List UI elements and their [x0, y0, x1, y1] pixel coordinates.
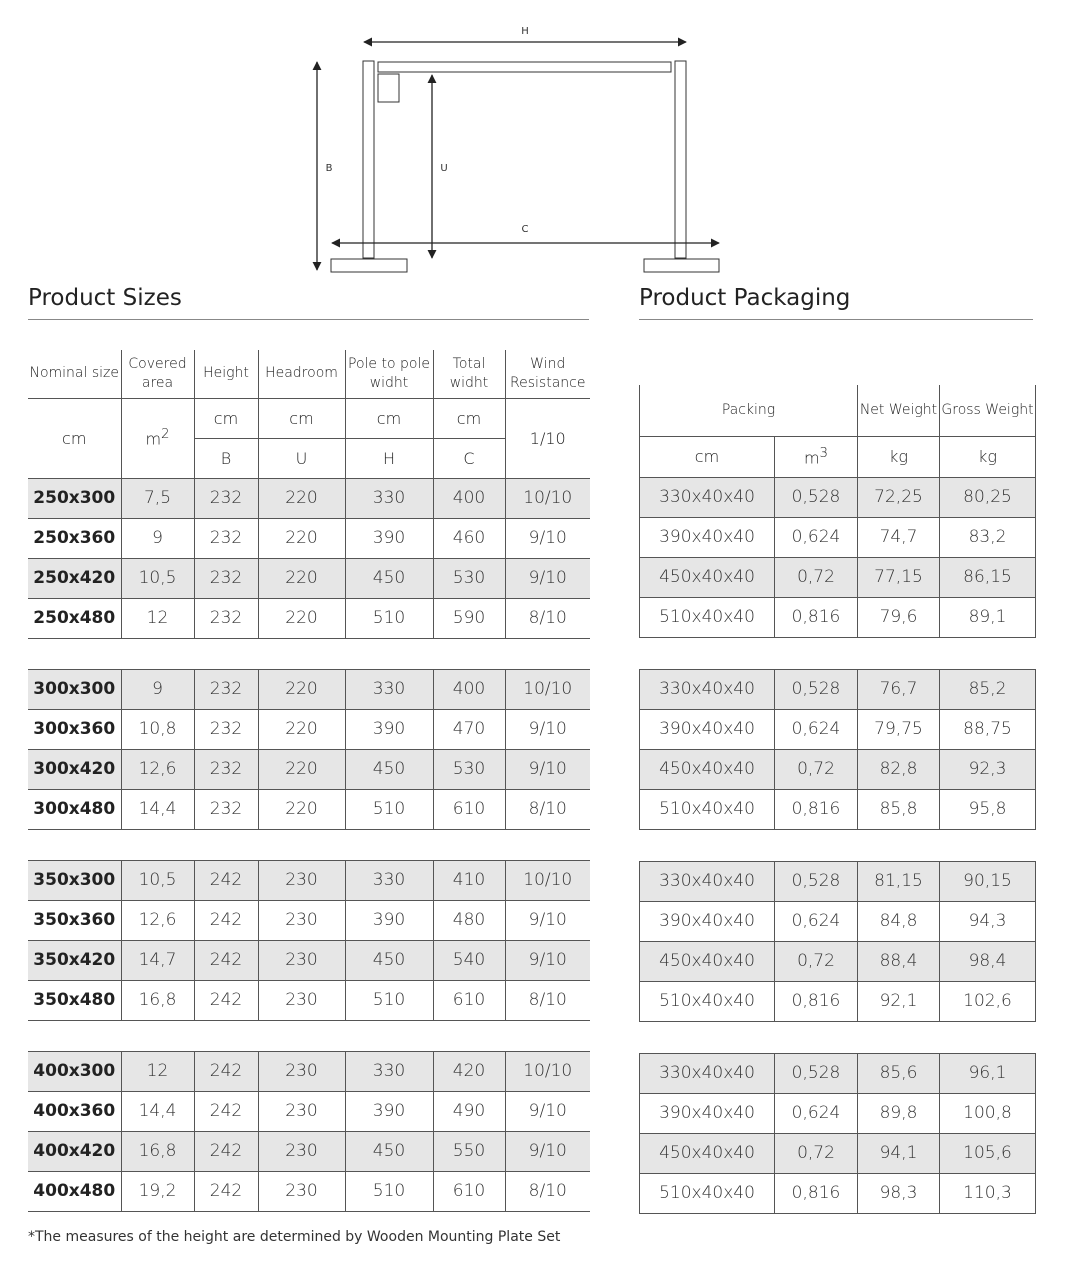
size-cell: 8/10: [505, 598, 590, 638]
size-cell: 450: [345, 1131, 433, 1171]
pack-cell: 0,72: [775, 557, 858, 597]
pack-row: [640, 861, 1036, 901]
c-label: C: [521, 224, 529, 235]
unit-pole: cm: [345, 398, 433, 438]
unit-wind: 1/10: [505, 398, 590, 478]
size-cell: 400: [433, 478, 505, 518]
size-cell: 242: [194, 1091, 258, 1131]
size-cell: 220: [258, 558, 345, 598]
size-row: [28, 1131, 590, 1171]
pack-cell: 0,528: [775, 861, 858, 901]
size-cell: 9/10: [505, 518, 590, 558]
size-cell: 400x480: [28, 1171, 121, 1211]
pack-row: [640, 901, 1036, 941]
pack-cell: 0,528: [775, 669, 858, 709]
size-row: [28, 980, 590, 1020]
size-cell: 530: [433, 749, 505, 789]
size-cell: 12: [121, 598, 194, 638]
pack-cell: 330x40x40: [640, 477, 775, 517]
size-row: [28, 478, 590, 518]
size-cell: 220: [258, 789, 345, 829]
pack-row: [640, 749, 1036, 789]
size-cell: 242: [194, 940, 258, 980]
size-cell: 530: [433, 558, 505, 598]
size-cell: 9: [121, 518, 194, 558]
header-gross-weight: Gross Weight: [940, 385, 1036, 436]
size-cell: 400: [433, 669, 505, 709]
size-cell: 350x300: [28, 860, 121, 900]
size-cell: 550: [433, 1131, 505, 1171]
size-cell: 220: [258, 709, 345, 749]
size-cell: 10/10: [505, 478, 590, 518]
pack-cell: 390x40x40: [640, 901, 775, 941]
size-cell: 9/10: [505, 1091, 590, 1131]
size-cell: 230: [258, 1171, 345, 1211]
size-cell: 232: [194, 669, 258, 709]
size-row: [28, 1091, 590, 1131]
u-label: U: [440, 163, 448, 174]
size-cell: 12: [121, 1051, 194, 1091]
pack-cell: 450x40x40: [640, 1133, 775, 1173]
pack-cell: 80,25: [940, 477, 1036, 517]
header-packing: Packing: [640, 385, 858, 436]
size-cell: 232: [194, 598, 258, 638]
pack-cell: 88,4: [858, 941, 940, 981]
pack-cell: 90,15: [940, 861, 1036, 901]
size-cell: 10/10: [505, 860, 590, 900]
size-cell: 350x480: [28, 980, 121, 1020]
size-cell: 8/10: [505, 1171, 590, 1211]
size-row: [28, 860, 590, 900]
pack-cell: 510x40x40: [640, 981, 775, 1021]
size-cell: 390: [345, 518, 433, 558]
dimension-diagram: [0, 0, 1076, 280]
size-cell: 12,6: [121, 900, 194, 940]
pack-cell: 105,6: [940, 1133, 1036, 1173]
size-cell: 10,8: [121, 709, 194, 749]
pack-group-gap: [640, 829, 1036, 861]
pack-cell: 98,3: [858, 1173, 940, 1213]
size-cell: 300x480: [28, 789, 121, 829]
pack-cell: 330x40x40: [640, 1053, 775, 1093]
size-row: [28, 669, 590, 709]
size-group-gap: [28, 638, 590, 669]
size-cell: 230: [258, 860, 345, 900]
size-group-gap: [28, 1020, 590, 1051]
right-base: [644, 259, 719, 272]
size-cell: 230: [258, 900, 345, 940]
pack-row: [640, 597, 1036, 637]
size-cell: 9/10: [505, 709, 590, 749]
h-label: H: [521, 26, 529, 37]
unit-area-base: m: [145, 429, 162, 449]
size-cell: 400x360: [28, 1091, 121, 1131]
header-height: Height: [194, 350, 258, 398]
pack-row: [640, 669, 1036, 709]
pack-cell: 330x40x40: [640, 669, 775, 709]
header-covered-area: Covered area: [121, 350, 194, 398]
pack-cell: 110,3: [940, 1173, 1036, 1213]
size-cell: 590: [433, 598, 505, 638]
unit-net-kg: kg: [858, 436, 940, 477]
pack-cell: 98,4: [940, 941, 1036, 981]
size-cell: 540: [433, 940, 505, 980]
code-c: C: [433, 438, 505, 478]
unit-packing-cm: cm: [640, 436, 775, 477]
pack-row: [640, 941, 1036, 981]
size-cell: 480: [433, 900, 505, 940]
size-cell: 390: [345, 709, 433, 749]
size-cell: 350x360: [28, 900, 121, 940]
sizes-table: [28, 350, 590, 1212]
unit-gross-kg: kg: [940, 436, 1036, 477]
size-cell: 460: [433, 518, 505, 558]
pack-row: [640, 709, 1036, 749]
size-cell: 230: [258, 940, 345, 980]
size-row: [28, 900, 590, 940]
size-cell: 232: [194, 558, 258, 598]
pack-cell: 0,624: [775, 1093, 858, 1133]
header-wind-resistance: Wind Resistance: [505, 350, 590, 398]
pack-cell: 76,7: [858, 669, 940, 709]
footnote: *The measures of the height are determined by Wooden Mounting Plate Set: [28, 1229, 561, 1245]
size-cell: 450: [345, 749, 433, 789]
pack-cell: 96,1: [940, 1053, 1036, 1093]
size-cell: 9: [121, 669, 194, 709]
pack-cell: 89,8: [858, 1093, 940, 1133]
pack-cell: 92,1: [858, 981, 940, 1021]
pack-cell: 0,624: [775, 901, 858, 941]
pack-cell: 390x40x40: [640, 517, 775, 557]
size-cell: 9/10: [505, 940, 590, 980]
pack-cell: 79,75: [858, 709, 940, 749]
size-cell: 510: [345, 598, 433, 638]
size-cell: 300x360: [28, 709, 121, 749]
unit-nominal: cm: [28, 398, 121, 478]
pack-cell: 88,75: [940, 709, 1036, 749]
left-post: [363, 61, 374, 258]
pack-cell: 83,2: [940, 517, 1036, 557]
size-cell: 610: [433, 1171, 505, 1211]
code-h: H: [345, 438, 433, 478]
header-headroom: Headroom: [258, 350, 345, 398]
pack-cell: 86,15: [940, 557, 1036, 597]
pack-cell: 85,8: [858, 789, 940, 829]
size-cell: 9/10: [505, 900, 590, 940]
pack-row: [640, 1133, 1036, 1173]
size-cell: 242: [194, 1171, 258, 1211]
size-cell: 14,4: [121, 789, 194, 829]
header-net-weight: Net Weight: [858, 385, 940, 436]
header-total-width: Total widht: [433, 350, 505, 398]
size-cell: 9/10: [505, 558, 590, 598]
size-cell: 220: [258, 518, 345, 558]
size-cell: 8/10: [505, 980, 590, 1020]
size-row: [28, 789, 590, 829]
size-row: [28, 558, 590, 598]
size-cell: 610: [433, 980, 505, 1020]
unit-volume-base: m: [803, 448, 820, 468]
pack-cell: 390x40x40: [640, 709, 775, 749]
pack-cell: 85,2: [940, 669, 1036, 709]
pack-cell: 510x40x40: [640, 1173, 775, 1213]
size-cell: 400x420: [28, 1131, 121, 1171]
pack-row: [640, 1093, 1036, 1133]
size-cell: 450: [345, 940, 433, 980]
size-cell: 220: [258, 749, 345, 789]
pack-cell: 0,528: [775, 477, 858, 517]
pack-cell: 0,528: [775, 1053, 858, 1093]
size-cell: 250x360: [28, 518, 121, 558]
size-cell: 14,7: [121, 940, 194, 980]
pack-row: [640, 789, 1036, 829]
size-cell: 242: [194, 860, 258, 900]
pack-cell: 390x40x40: [640, 1093, 775, 1133]
pack-cell: 0,72: [775, 941, 858, 981]
pack-cell: 89,1: [940, 597, 1036, 637]
size-cell: 242: [194, 900, 258, 940]
pack-cell: 94,3: [940, 901, 1036, 941]
unit-area-sup: 2: [161, 427, 170, 443]
size-cell: 12,6: [121, 749, 194, 789]
pack-cell: 77,15: [858, 557, 940, 597]
code-u: U: [258, 438, 345, 478]
pack-row: [640, 981, 1036, 1021]
pack-cell: 0,816: [775, 1173, 858, 1213]
size-cell: 410: [433, 860, 505, 900]
size-cell: 10,5: [121, 558, 194, 598]
size-cell: 232: [194, 478, 258, 518]
unit-headroom: cm: [258, 398, 345, 438]
pack-cell: 82,8: [858, 749, 940, 789]
size-cell: 470: [433, 709, 505, 749]
size-cell: 610: [433, 789, 505, 829]
size-cell: 230: [258, 1051, 345, 1091]
pack-cell: 0,816: [775, 981, 858, 1021]
size-cell: 330: [345, 478, 433, 518]
unit-height: cm: [194, 398, 258, 438]
pack-cell: 510x40x40: [640, 597, 775, 637]
pack-cell: 450x40x40: [640, 941, 775, 981]
size-cell: 232: [194, 709, 258, 749]
pack-cell: 100,8: [940, 1093, 1036, 1133]
size-cell: 232: [194, 789, 258, 829]
size-cell: 400x300: [28, 1051, 121, 1091]
size-cell: 390: [345, 900, 433, 940]
pack-row: [640, 477, 1036, 517]
pack-cell: 0,72: [775, 749, 858, 789]
size-cell: 8/10: [505, 789, 590, 829]
pack-cell: 81,15: [858, 861, 940, 901]
size-row: [28, 1051, 590, 1091]
pack-cell: 94,1: [858, 1133, 940, 1173]
size-cell: 330: [345, 669, 433, 709]
size-cell: 14,4: [121, 1091, 194, 1131]
size-row: [28, 598, 590, 638]
size-cell: 300x300: [28, 669, 121, 709]
size-cell: 250x300: [28, 478, 121, 518]
pack-cell: 450x40x40: [640, 749, 775, 789]
size-cell: 230: [258, 1091, 345, 1131]
size-row: [28, 940, 590, 980]
pack-cell: 85,6: [858, 1053, 940, 1093]
pack-cell: 95,8: [940, 789, 1036, 829]
pack-row: [640, 1053, 1036, 1093]
size-cell: 300x420: [28, 749, 121, 789]
sizes-title: Product Sizes: [28, 285, 182, 311]
pack-row: [640, 1173, 1036, 1213]
pack-row: [640, 557, 1036, 597]
size-row: [28, 749, 590, 789]
pack-group-gap: [640, 637, 1036, 669]
pack-cell: 74,7: [858, 517, 940, 557]
code-b: B: [194, 438, 258, 478]
pack-cell: 72,25: [858, 477, 940, 517]
packaging-title-rule: [639, 319, 1033, 320]
size-cell: 9/10: [505, 749, 590, 789]
size-cell: 242: [194, 1131, 258, 1171]
size-cell: 232: [194, 749, 258, 789]
size-cell: 250x480: [28, 598, 121, 638]
pack-cell: 84,8: [858, 901, 940, 941]
pack-row: [640, 517, 1036, 557]
pack-cell: 0,72: [775, 1133, 858, 1173]
top-beam: [378, 62, 671, 72]
packaging-table: [639, 385, 1036, 1214]
size-cell: 232: [194, 518, 258, 558]
size-cell: 10,5: [121, 860, 194, 900]
size-cell: 490: [433, 1091, 505, 1131]
pack-cell: 450x40x40: [640, 557, 775, 597]
size-row: [28, 518, 590, 558]
size-group-gap: [28, 829, 590, 860]
unit-area: [121, 398, 194, 478]
size-cell: 330: [345, 1051, 433, 1091]
pack-cell: 102,6: [940, 981, 1036, 1021]
pack-cell: 0,624: [775, 709, 858, 749]
pack-group-gap: [640, 1021, 1036, 1053]
size-cell: 16,8: [121, 1131, 194, 1171]
size-cell: 510: [345, 980, 433, 1020]
sizes-title-rule: [28, 319, 589, 320]
header-pole-to-pole: Pole to pole widht: [345, 350, 433, 398]
size-cell: 9/10: [505, 1131, 590, 1171]
header-nominal-size: Nominal size: [28, 350, 121, 398]
size-cell: 420: [433, 1051, 505, 1091]
size-cell: 16,8: [121, 980, 194, 1020]
size-row: [28, 1171, 590, 1211]
bracket: [378, 74, 399, 102]
pack-cell: 0,816: [775, 597, 858, 637]
size-cell: 350x420: [28, 940, 121, 980]
size-cell: 510: [345, 1171, 433, 1211]
unit-volume-sup: 3: [819, 445, 829, 461]
size-row: [28, 709, 590, 749]
packaging-title: Product Packaging: [639, 285, 851, 311]
size-cell: 220: [258, 598, 345, 638]
right-post: [675, 61, 686, 258]
pack-cell: 0,816: [775, 789, 858, 829]
pack-cell: 330x40x40: [640, 861, 775, 901]
size-cell: 220: [258, 478, 345, 518]
size-cell: 7,5: [121, 478, 194, 518]
size-cell: 220: [258, 669, 345, 709]
b-label: B: [325, 163, 333, 174]
unit-volume: [775, 436, 858, 477]
size-cell: 450: [345, 558, 433, 598]
size-cell: 242: [194, 980, 258, 1020]
size-cell: 242: [194, 1051, 258, 1091]
size-cell: 230: [258, 980, 345, 1020]
pack-cell: 510x40x40: [640, 789, 775, 829]
size-cell: 250x420: [28, 558, 121, 598]
left-base: [331, 259, 407, 272]
size-cell: 390: [345, 1091, 433, 1131]
size-cell: 510: [345, 789, 433, 829]
pack-cell: 92,3: [940, 749, 1036, 789]
size-cell: 10/10: [505, 669, 590, 709]
pack-cell: 79,6: [858, 597, 940, 637]
pack-cell: 0,624: [775, 517, 858, 557]
size-cell: 19,2: [121, 1171, 194, 1211]
size-cell: 10/10: [505, 1051, 590, 1091]
size-cell: 330: [345, 860, 433, 900]
unit-total: cm: [433, 398, 505, 438]
size-cell: 230: [258, 1131, 345, 1171]
